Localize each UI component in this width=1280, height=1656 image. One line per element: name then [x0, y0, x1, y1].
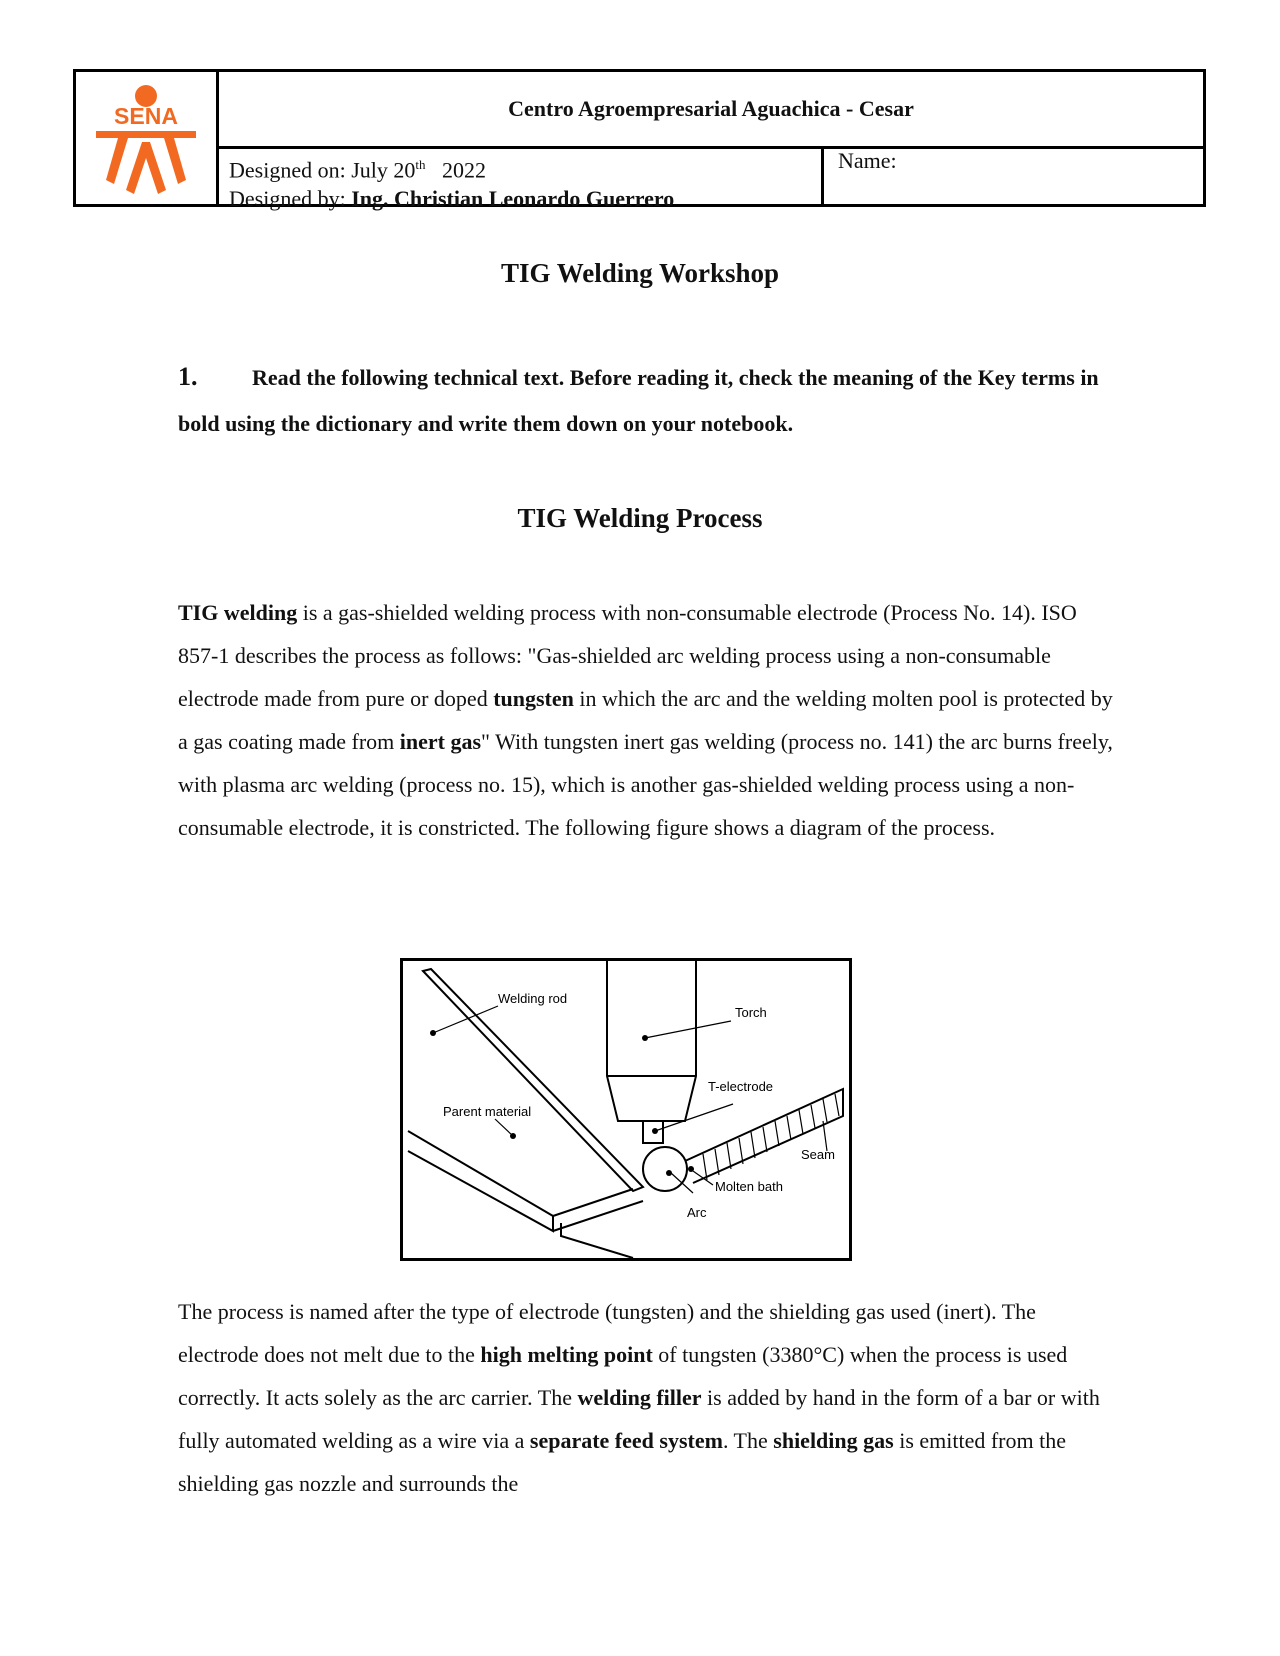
name-label: Name:: [838, 148, 897, 173]
text-run: in which the arc and the welding molten pool is protected by a gas coating made from: [178, 686, 1113, 754]
text-run: is a gas-shielded welding process with non-consumable electrode (Process No. 14). ISO 857-1 describes the process as follows: "Gas-shielded arc welding process using a non-consumable electrode made from pure or doped: [178, 600, 1077, 711]
label-welding-rod: Welding rod: [498, 991, 568, 1006]
label-seam: Seam: [801, 1147, 835, 1162]
key-term: TIG welding: [178, 600, 298, 625]
paragraph-2: [178, 1290, 1113, 1505]
sena-logo: [76, 72, 219, 204]
text-run: . The: [722, 1428, 774, 1453]
text-run: is added by hand in the form of a bar or with fully automated welding as a wire via a: [178, 1385, 1100, 1453]
paragraph-1: [178, 591, 1113, 849]
designed-by-name: Ing. Christian Leonardo Guerrero: [351, 186, 675, 212]
text-run: of tungsten (3380°C) when the process is used correctly. It acts solely as the arc carrier. The: [178, 1342, 1068, 1410]
designed-on-year: 2022: [442, 157, 487, 183]
question-text: Read the following technical text. Before reading it, check the meaning of the Key terms in bold using the dictionary and write them down on your notebook.: [178, 365, 1099, 436]
designed-on: Designed on: July 20: [229, 157, 416, 183]
label-t-electrode: T-electrode: [708, 1079, 774, 1094]
name-field[interactable]: [821, 146, 911, 204]
section-title: TIG Welding Process: [517, 503, 763, 533]
key-term: shielding gas: [773, 1428, 894, 1453]
text-run: is emitted from the shielding gas nozzle and surrounds the: [178, 1428, 1066, 1496]
label-torch: Torch: [735, 1005, 767, 1020]
key-term: separate feed system: [529, 1428, 723, 1453]
label-parent-material: Parent material: [443, 1104, 532, 1119]
key-term: tungsten: [493, 686, 574, 711]
svg-text:SENA: SENA: [114, 103, 178, 129]
designed-on-sup: th: [415, 157, 426, 172]
question-number: 1.: [178, 362, 198, 391]
design-info: [229, 150, 674, 213]
header-table: [73, 69, 1206, 212]
key-term: high melting point: [480, 1342, 653, 1367]
text-run: The process is named after the type of electrode (tungsten) and the shielding gas used (inert). The electrode does not melt due to the: [178, 1299, 1036, 1367]
label-arc: Arc: [687, 1205, 707, 1220]
center-name: Centro Agroempresarial Aguachica - Cesar: [219, 72, 1203, 149]
question-1: [178, 354, 1118, 447]
key-term: inert gas: [399, 729, 482, 754]
page-title: TIG Welding Workshop: [500, 258, 780, 288]
tig-process-diagram: [400, 958, 852, 1261]
label-molten-bath: Molten bath: [715, 1179, 783, 1194]
designed-by-label: Designed by:: [229, 186, 352, 212]
text-run: " With tungsten inert gas welding (process no. 141) the arc burns freely, with plasma arc welding (process no. 15), which is another gas-shielded welding process using a non-consumable electrode, it is constricted. The following figure shows a diagram of the process.: [178, 729, 1113, 840]
key-term: welding filler: [577, 1385, 702, 1410]
